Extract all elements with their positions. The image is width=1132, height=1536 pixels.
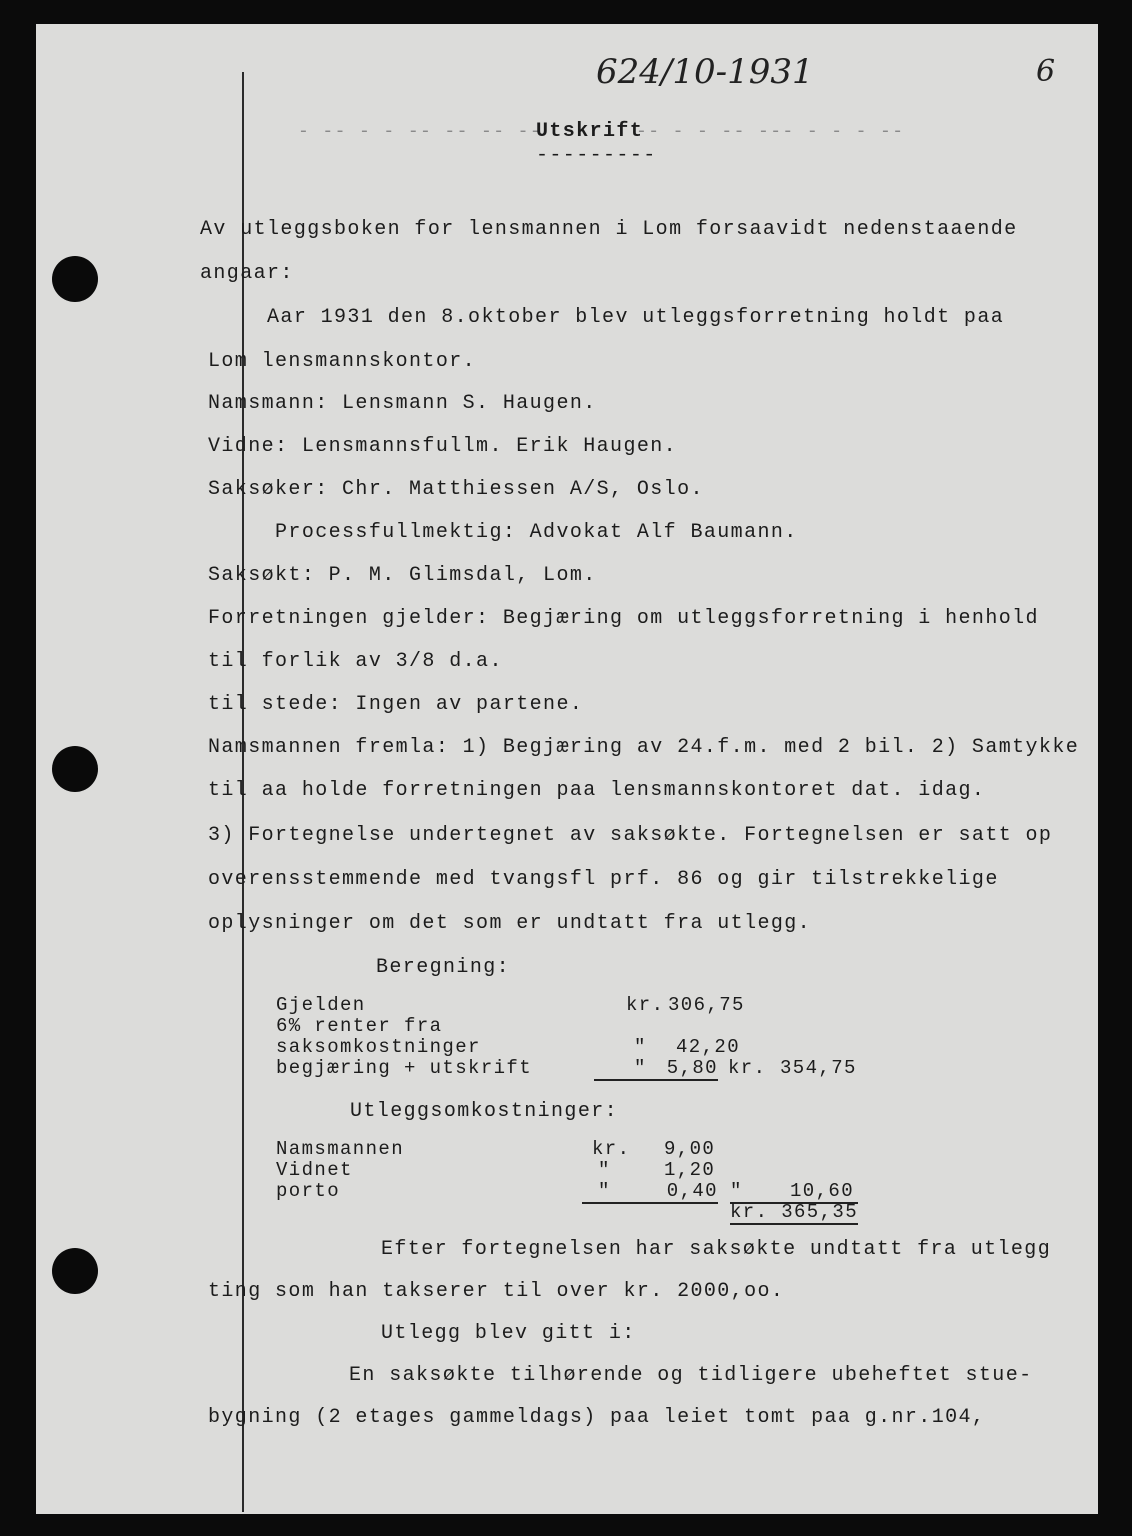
table-amount: 306,75	[668, 994, 745, 1016]
table-label: Namsmannen	[276, 1138, 405, 1160]
document-page	[36, 24, 1098, 1514]
table-amount: 1,20	[664, 1159, 716, 1181]
page-number: 6	[1036, 54, 1056, 89]
utlegg-heading: Utleggsomkostninger:	[350, 1100, 619, 1123]
document-title: Utskrift	[536, 120, 644, 143]
body-line: Saksøker: Chr. Matthiessen A/S, Oslo.	[208, 478, 704, 501]
overtyped-text: - -- - - -- -- -- --	[298, 122, 543, 142]
table-unit: "	[598, 1180, 611, 1202]
table-unit: kr.	[626, 994, 665, 1016]
punch-hole	[52, 746, 98, 792]
body-line: Namsmann: Lensmann S. Haugen.	[208, 392, 597, 415]
table-total-unit: kr.	[728, 1057, 767, 1079]
table-total-unit: "	[730, 1180, 858, 1204]
body-line: til stede: Ingen av partene.	[208, 693, 584, 716]
body-line: bygning (2 etages gammeldags) paa leiet tomt paa g.nr.104,	[208, 1406, 986, 1429]
body-line: angaar:	[200, 262, 294, 285]
body-line: En saksøkte tilhørende og tidligere ubeheftet stue-	[282, 1364, 1033, 1387]
body-line: Saksøkt: P. M. Glimsdal, Lom.	[208, 564, 597, 587]
punch-hole	[52, 256, 98, 302]
body-line: Av utleggsboken for lensmannen i Lom forsaavidt nedenstaaende	[200, 218, 1018, 241]
beregning-heading: Beregning:	[376, 956, 511, 979]
body-line: 3) Fortegnelse undertegnet av saksøkte. Fortegnelsen er satt op	[208, 824, 1053, 847]
table-label: Gjelden	[276, 994, 366, 1016]
table-amount: 42,20	[676, 1036, 741, 1058]
body-line: Aar 1931 den 8.oktober blev utleggsforretning holdt paa	[200, 306, 1005, 329]
table-unit: "	[598, 1159, 611, 1181]
body-line: Namsmannen fremla: 1) Begjæring av 24.f.m. med 2 bil. 2) Samtykke	[208, 736, 1080, 759]
grand-total: kr. 365,35	[730, 1201, 859, 1223]
table-amount: 5,80	[594, 1057, 718, 1081]
table-unit: "	[634, 1057, 647, 1079]
table-amount: 9,00	[664, 1138, 716, 1160]
body-line: Efter fortegnelsen har saksøkte undtatt fra utlegg	[314, 1238, 1052, 1261]
body-line: Lom lensmannskontor.	[208, 350, 477, 373]
body-line: til forlik av 3/8 d.a.	[208, 650, 503, 673]
title-underline: ---------	[536, 144, 657, 167]
table-total: 354,75	[780, 1057, 857, 1079]
body-line: Processfullmektig: Advokat Alf Baumann.	[208, 521, 798, 544]
table-amount: 0,40	[582, 1180, 718, 1204]
table-unit: kr.	[592, 1138, 631, 1160]
body-line: Utlegg blev gitt i:	[314, 1322, 636, 1345]
table-label: begjæring + utskrift	[276, 1057, 533, 1079]
table-label: Vidnet	[276, 1159, 353, 1181]
body-line: Forretningen gjelder: Begjæring om utleggsforretning i henhold	[208, 607, 1039, 630]
body-line: Vidne: Lensmannsfullm. Erik Haugen.	[208, 435, 678, 458]
punch-hole	[52, 1248, 98, 1294]
table-unit: "	[634, 1036, 647, 1058]
handwritten-reference: 624/10-1931	[596, 52, 814, 92]
table-label: porto	[276, 1180, 341, 1202]
overtyped-text: -- - - -- --- - - - --	[636, 122, 905, 142]
table-total: 10,60	[790, 1180, 855, 1202]
body-line: ting som han takserer til over kr. 2000,oo.	[208, 1280, 785, 1303]
body-line: til aa holde forretningen paa lensmannskontoret dat. idag.	[208, 779, 986, 802]
body-line: overensstemmende med tvangsfl prf. 86 og gir tilstrekkelige	[208, 868, 999, 891]
body-line: oplysninger om det som er undtatt fra utlegg.	[208, 912, 812, 935]
table-label: 6% renter fra	[276, 1015, 443, 1037]
table-label: saksomkostninger	[276, 1036, 481, 1058]
